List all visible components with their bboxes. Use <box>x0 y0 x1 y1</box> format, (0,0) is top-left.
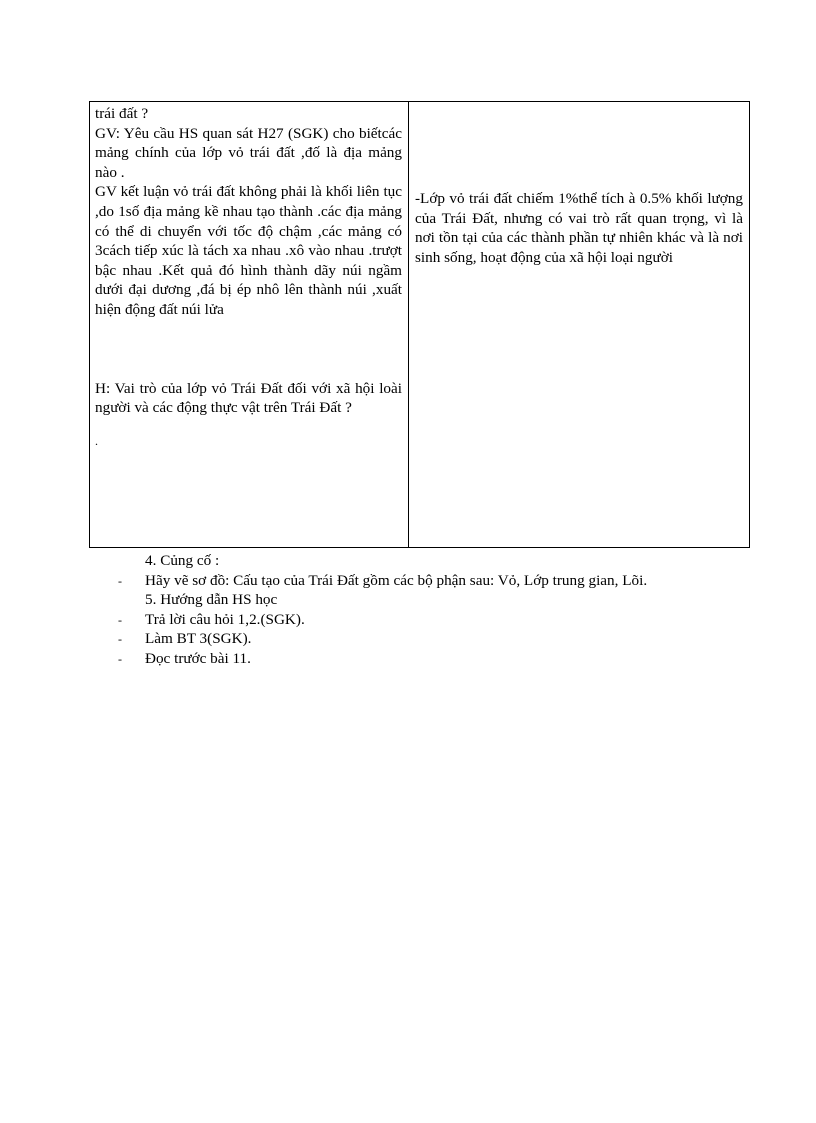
list-item-text: Làm BT 3(SGK). <box>145 630 252 648</box>
heading-study-guide: 5. Hướng dẫn HS học <box>145 591 278 609</box>
heading-consolidation: 4. Củng cố : <box>145 552 220 569</box>
lesson-table <box>89 101 750 548</box>
list-item-text: Trả lời câu hỏi 1,2.(SGK). <box>145 610 305 628</box>
paragraph-question-role: H: Vai trò của lớp vỏ Trái Đất đối với xã hội loài người và các động thực vật trên Trái Đất ? <box>95 379 402 417</box>
bullet-glyph: - <box>118 612 122 627</box>
list-item <box>118 629 758 649</box>
teacher-activity-cell <box>90 102 409 547</box>
paragraph-gv-request: GV: Yêu cầu HS quan sát H27 (SGK) cho biếtcác mảng chính của lớp vỏ trái đất ,đố là địa mảng nào . <box>95 124 402 181</box>
spacer <box>95 320 402 379</box>
list-item <box>118 649 758 669</box>
list-item-text: Đọc trước bài 11. <box>145 649 251 667</box>
lesson-footer <box>118 551 758 669</box>
list-item-text: Hãy vẽ sơ đồ: Cấu tạo của Trái Đất gồm các bộ phận sau: Vỏ, Lớp trung gian, Lõi. <box>145 571 648 589</box>
content-cell <box>409 102 749 547</box>
paragraph-crust-role: -Lớp vỏ trái đất chiếm 1%thể tích à 0.5% khối lượng của Trái Đất, nhưng có vai trò rất quan trọng, vì là nơi tồn tại của các thành phần tự nhiên khác và là nơi sinh sống, hoạt động của xã hội loại người <box>415 190 743 266</box>
list-item <box>118 571 758 591</box>
paragraph-question-end: trái đất ? <box>95 105 149 122</box>
bullet-glyph: - <box>118 632 122 647</box>
paragraph-gv-conclusion: GV kết luận vỏ trái đất không phải là khối liên tục ,do 1số địa mảng kề nhau tạo thành .các địa mảng có thể di chuyển với tốc độ chậm ,các mảng có 3cách tiếp xúc là tách xa nhau .xô vào nhau .trượt bậc nhau .Kết quả đó hình thành dãy núi ngầm dưới đại dương ,đá bị ép nhô lên thành núi ,xuất hiện động đất núi lửa <box>95 183 402 318</box>
bullet-glyph: - <box>118 651 122 666</box>
list-item <box>118 610 758 630</box>
paragraph-dot: . <box>95 433 98 448</box>
spacer <box>95 418 402 434</box>
bullet-glyph: - <box>118 573 122 588</box>
